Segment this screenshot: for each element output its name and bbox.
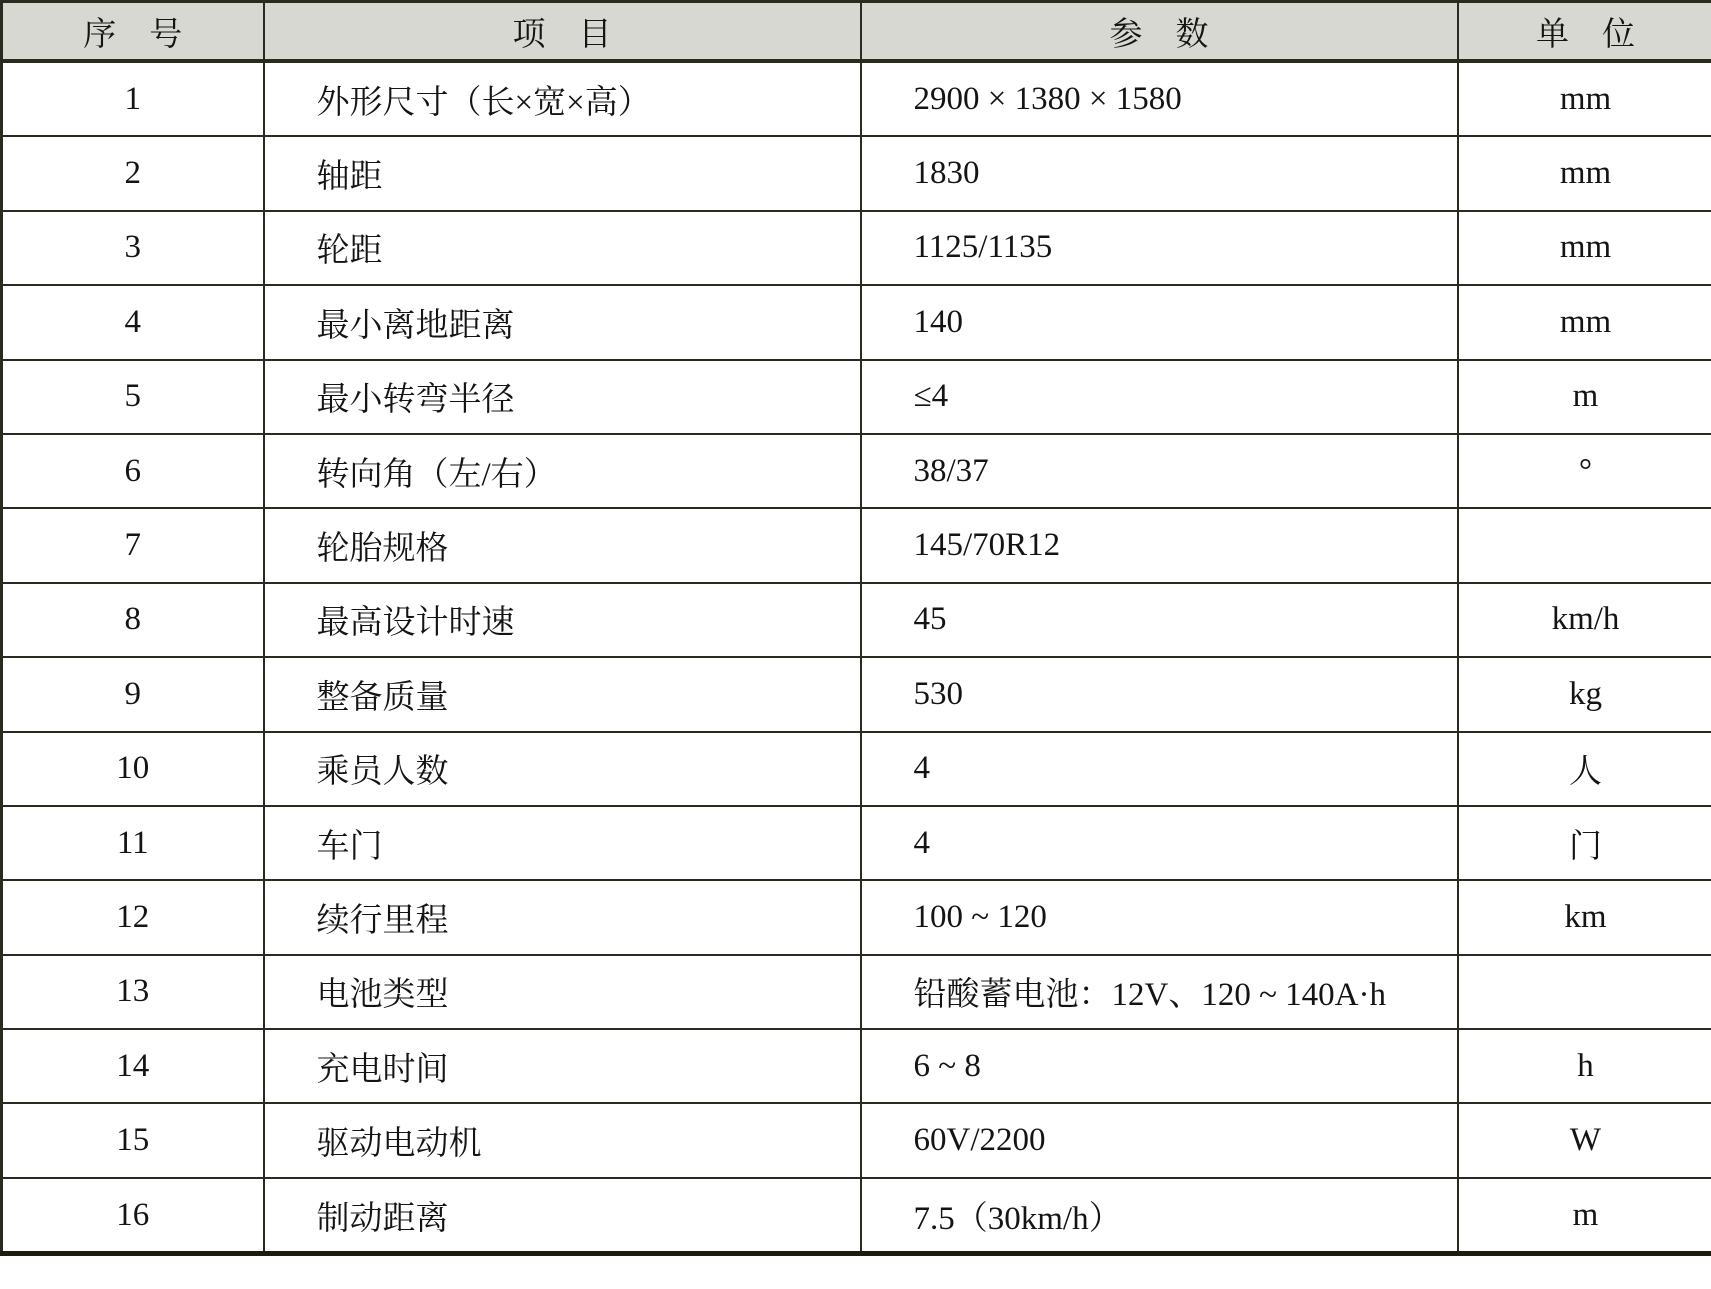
table-row [2, 285, 1711, 359]
cell-parameter: 45 [861, 583, 1458, 657]
col-header-param: 参 数 [861, 2, 1458, 62]
cell-parameter: 铅酸蓄电池：12V、120 ~ 140A·h [861, 955, 1458, 1029]
table-row [2, 211, 1711, 285]
table-row [2, 583, 1711, 657]
cell-row-number: 14 [2, 1029, 264, 1103]
cell-item-name: 整备质量 [264, 657, 861, 731]
cell-item-name: 续行里程 [264, 880, 861, 954]
cell-unit: km [1458, 880, 1711, 954]
table-row [2, 1178, 1711, 1254]
table-row [2, 61, 1711, 136]
cell-item-name: 最高设计时速 [264, 583, 861, 657]
cell-unit: mm [1458, 285, 1711, 359]
cell-parameter: 1830 [861, 136, 1458, 210]
cell-item-name: 制动距离 [264, 1178, 861, 1254]
cell-row-number: 7 [2, 508, 264, 582]
table-row [2, 955, 1711, 1029]
cell-item-name: 充电时间 [264, 1029, 861, 1103]
cell-item-name: 最小转弯半径 [264, 360, 861, 434]
table-row [2, 360, 1711, 434]
table-row [2, 657, 1711, 731]
cell-unit: 人 [1458, 732, 1711, 806]
cell-row-number: 3 [2, 211, 264, 285]
table-row [2, 136, 1711, 210]
cell-unit: 门 [1458, 806, 1711, 880]
cell-unit: km/h [1458, 583, 1711, 657]
cell-parameter: 38/37 [861, 434, 1458, 508]
cell-unit: h [1458, 1029, 1711, 1103]
table-row [2, 732, 1711, 806]
cell-row-number: 5 [2, 360, 264, 434]
cell-unit [1458, 508, 1711, 582]
cell-unit: mm [1458, 211, 1711, 285]
cell-item-name: 转向角（左/右） [264, 434, 861, 508]
col-header-no: 序 号 [2, 2, 264, 62]
cell-row-number: 13 [2, 955, 264, 1029]
cell-unit: ° [1458, 434, 1711, 508]
cell-parameter: 6 ~ 8 [861, 1029, 1458, 1103]
cell-parameter: 530 [861, 657, 1458, 731]
cell-row-number: 4 [2, 285, 264, 359]
cell-parameter: 145/70R12 [861, 508, 1458, 582]
cell-item-name: 车门 [264, 806, 861, 880]
cell-unit: kg [1458, 657, 1711, 731]
cell-unit: m [1458, 360, 1711, 434]
cell-row-number: 12 [2, 880, 264, 954]
cell-row-number: 6 [2, 434, 264, 508]
table-row [2, 880, 1711, 954]
cell-unit: mm [1458, 136, 1711, 210]
cell-item-name: 轮胎规格 [264, 508, 861, 582]
cell-parameter: 2900 × 1380 × 1580 [861, 61, 1458, 136]
table-row [2, 434, 1711, 508]
cell-item-name: 驱动电动机 [264, 1103, 861, 1177]
cell-row-number: 15 [2, 1103, 264, 1177]
cell-parameter: 4 [861, 732, 1458, 806]
header-row [2, 2, 1711, 62]
cell-item-name: 轮距 [264, 211, 861, 285]
cell-row-number: 8 [2, 583, 264, 657]
cell-parameter: 1125/1135 [861, 211, 1458, 285]
cell-row-number: 1 [2, 61, 264, 136]
cell-parameter: 140 [861, 285, 1458, 359]
cell-parameter: 100 ~ 120 [861, 880, 1458, 954]
cell-row-number: 9 [2, 657, 264, 731]
table-row [2, 1103, 1711, 1177]
table-row [2, 1029, 1711, 1103]
cell-row-number: 11 [2, 806, 264, 880]
cell-row-number: 16 [2, 1178, 264, 1254]
cell-parameter: 7.5（30km/h） [861, 1178, 1458, 1254]
cell-item-name: 乘员人数 [264, 732, 861, 806]
cell-row-number: 2 [2, 136, 264, 210]
cell-parameter: 4 [861, 806, 1458, 880]
cell-item-name: 最小离地距离 [264, 285, 861, 359]
cell-unit: mm [1559, 80, 1612, 117]
spec-table-header [2, 2, 1711, 62]
col-header-item: 项 目 [264, 2, 861, 62]
cell-item-name: 电池类型 [264, 955, 861, 1029]
cell-item-name: 轴距 [264, 136, 861, 210]
cell-unit [1458, 955, 1711, 1029]
cell-unit: m [1458, 1178, 1711, 1254]
cell-parameter: ≤4 [861, 360, 1458, 434]
col-header-unit: 单 位 [1458, 2, 1711, 62]
cell-item-name: 外形尺寸（长×宽×高） [264, 61, 861, 136]
table-row [2, 806, 1711, 880]
cell-row-number: 10 [2, 732, 264, 806]
spec-table-body [2, 61, 1711, 1254]
table-row [2, 508, 1711, 582]
cell-unit: W [1458, 1103, 1711, 1177]
cell-parameter: 60V/2200 [861, 1103, 1458, 1177]
